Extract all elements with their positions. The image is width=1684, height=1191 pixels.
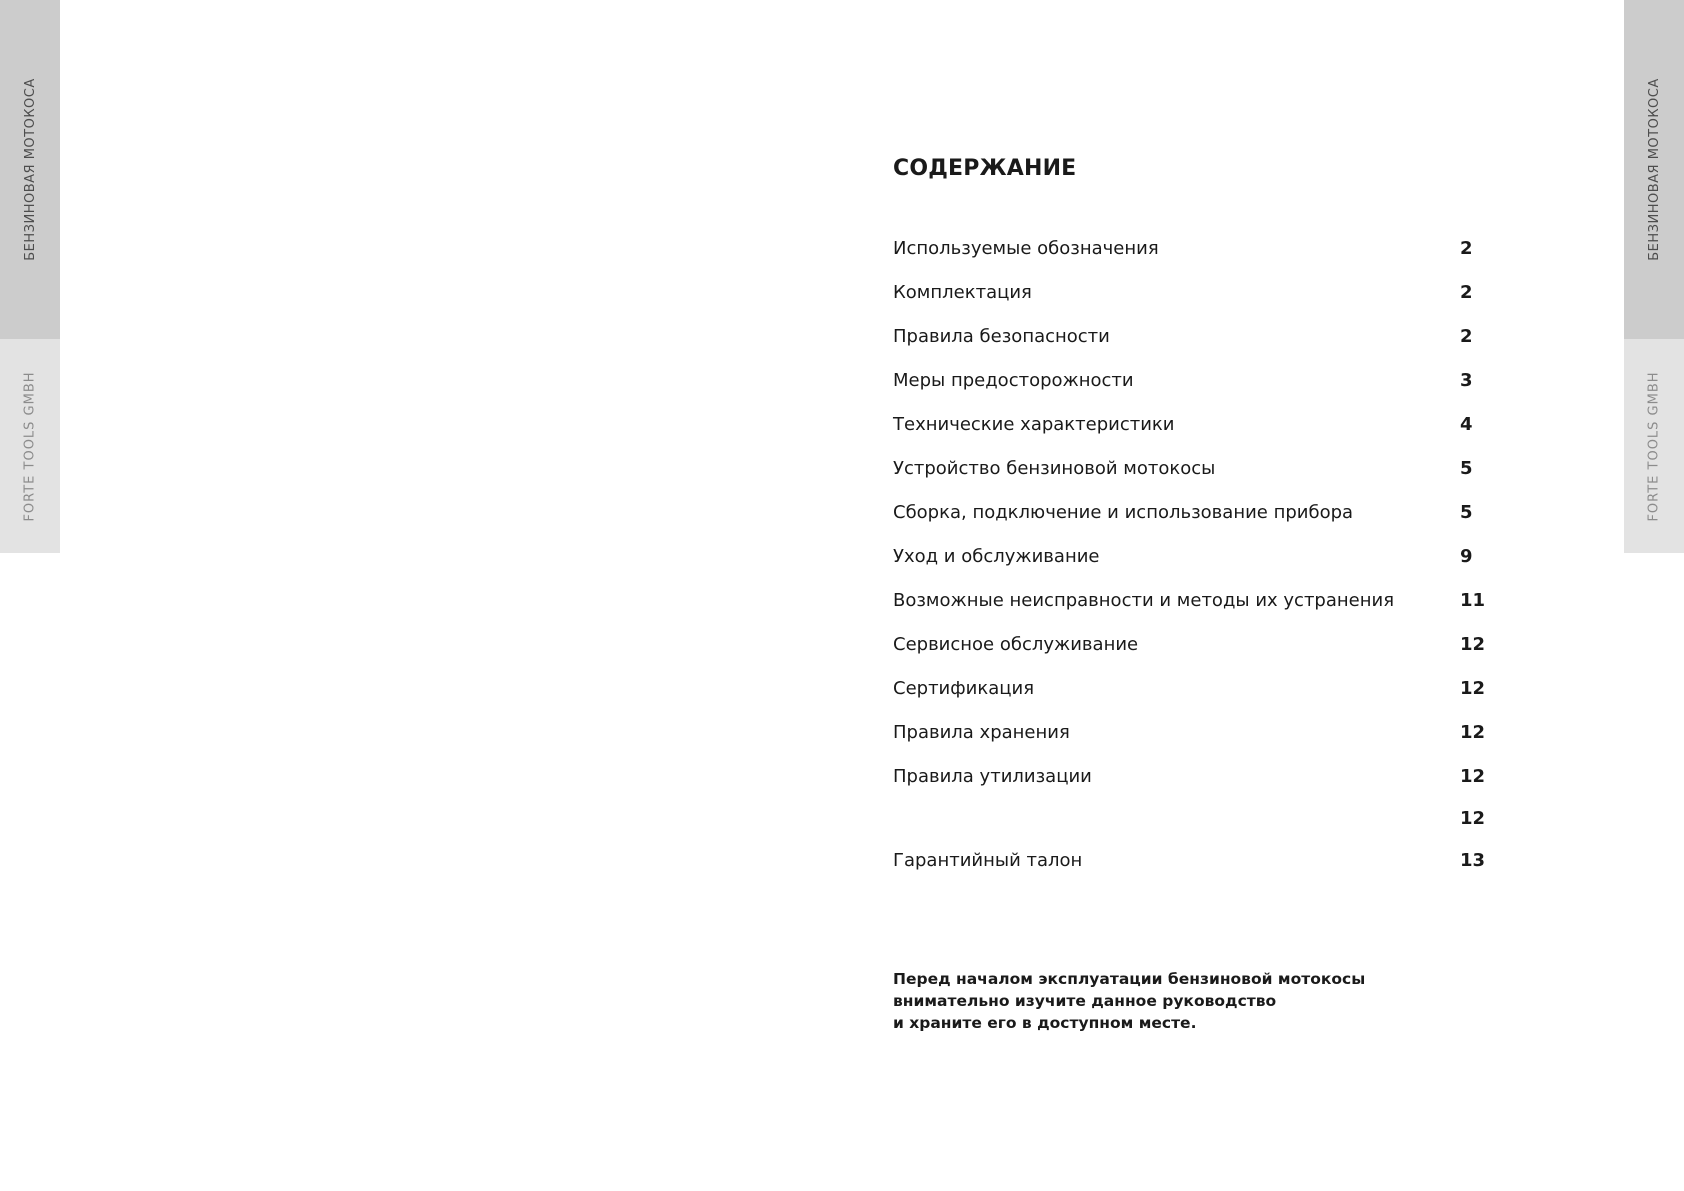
toc-entry[interactable] [893, 236, 1493, 280]
toc-entry[interactable] [893, 676, 1493, 720]
usage-notice-line: и храните его в доступном месте. [893, 1014, 1197, 1032]
toc-entry[interactable] [893, 456, 1493, 500]
side-tab-brand-label: FORTE TOOLS GMBH [22, 370, 38, 522]
toc-entry[interactable] [893, 720, 1493, 764]
toc-entry-page: 2 [1460, 238, 1473, 259]
usage-notice-line: внимательно изучите данное руководство [893, 992, 1277, 1010]
toc-entry[interactable] [893, 368, 1493, 412]
left-side-tab-product [0, 0, 60, 339]
toc-entry-page: 13 [1460, 850, 1486, 871]
toc-entry-page: 12 [1460, 766, 1486, 787]
toc-entry[interactable] [893, 848, 1493, 892]
toc-entry-page: 12 [1460, 678, 1486, 699]
toc-entry[interactable] [893, 324, 1493, 368]
toc-entry-label: Правила утилизации [893, 766, 1092, 787]
toc-entry-label: Уход и обслуживание [893, 546, 1100, 567]
toc-entry-page: 11 [1460, 590, 1486, 611]
left-side-tab-brand [0, 339, 60, 553]
side-tab-brand-label: FORTE TOOLS GMBH [1646, 370, 1662, 522]
right-side-tab-brand [1624, 339, 1684, 553]
toc-entry[interactable] [893, 544, 1493, 588]
toc-entry[interactable] [893, 806, 1493, 848]
usage-notice-line: Перед началом эксплуатации бензиновой мотокосы [893, 970, 1366, 988]
toc-entry-label: Сборка, подключение и использование прибора [893, 502, 1354, 523]
toc-list [893, 236, 1493, 892]
toc-entry-label: Правила хранения [893, 722, 1070, 743]
toc-entry-label: Устройство бензиновой мотокосы [893, 458, 1216, 479]
toc-entry-page: 2 [1460, 282, 1473, 303]
toc-entry-page: 4 [1460, 414, 1473, 435]
right-side-tab-product [1624, 0, 1684, 339]
usage-notice [893, 968, 1453, 1034]
toc-entry-page: 12 [1460, 634, 1486, 655]
toc-entry[interactable] [893, 632, 1493, 676]
toc-entry-label: Сервисное обслуживание [893, 634, 1139, 655]
toc-entry-page: 12 [1460, 722, 1486, 743]
toc-entry[interactable] [893, 412, 1493, 456]
toc-entry-label: Возможные неисправности и методы их устранения [893, 590, 1395, 611]
toc-entry[interactable] [893, 500, 1493, 544]
toc-entry[interactable] [893, 280, 1493, 324]
toc-entry-label: Технические характеристики [893, 414, 1175, 435]
toc-entry-label: Правила безопасности [893, 326, 1110, 347]
toc-entry-page: 12 [1460, 808, 1486, 829]
table-of-contents [893, 152, 1493, 871]
side-tab-product-label: БЕНЗИНОВАЯ МОТОКОСА [1646, 78, 1662, 261]
toc-entry-page: 5 [1460, 458, 1473, 479]
toc-entry-label: Меры предосторожности [893, 370, 1134, 391]
toc-entry-label: Гарантийный талон [893, 850, 1083, 871]
toc-entry-label: Комплектация [893, 282, 1032, 303]
side-tab-product-label: БЕНЗИНОВАЯ МОТОКОСА [22, 78, 38, 261]
toc-entry-label: Используемые обозначения [893, 238, 1159, 259]
toc-entry[interactable] [893, 588, 1493, 632]
toc-entry-page: 3 [1460, 370, 1473, 391]
toc-entry-label: Сертификация [893, 678, 1035, 699]
toc-entry-page: 9 [1460, 546, 1473, 567]
toc-entry-page: 2 [1460, 326, 1473, 347]
toc-title: СОДЕРЖАНИЕ [893, 156, 1077, 181]
toc-entry-page: 5 [1460, 502, 1473, 523]
toc-entry[interactable] [893, 764, 1493, 806]
